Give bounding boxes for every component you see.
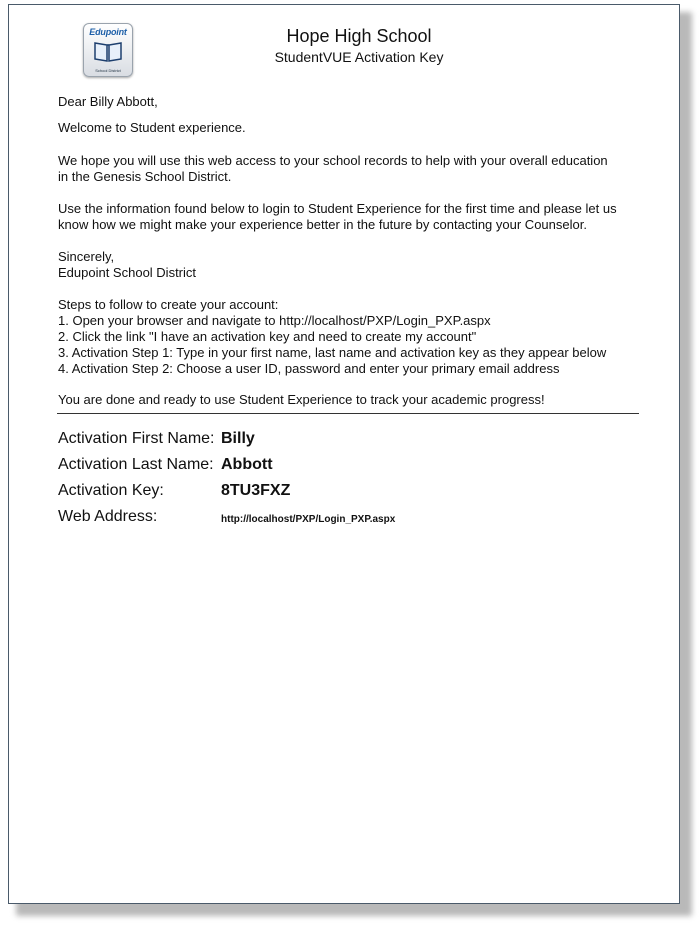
last-name-value: Abbott	[221, 456, 273, 473]
first-name-value: Billy	[221, 430, 255, 447]
first-name-label: Activation First Name:	[58, 430, 215, 447]
step-1: 1. Open your browser and navigate to http://localhost/PXP/Login_PXP.aspx	[58, 313, 491, 328]
step-3: 3. Activation Step 1: Type in your first name, last name and activation key as they appear below	[58, 345, 607, 360]
divider	[57, 413, 639, 414]
signature: Edupoint School District	[58, 265, 197, 280]
step-4: 4. Activation Step 2: Choose a user ID, password and enter your primary email address	[58, 361, 560, 376]
logo-brand-text: Edupoint	[89, 27, 127, 37]
done-text: You are done and ready to use Student Experience to track your academic progress!	[58, 392, 545, 407]
welcome-text: Welcome to Student experience.	[58, 120, 246, 135]
salutation: Dear Billy Abbott,	[58, 94, 158, 109]
activation-key-label: Activation Key:	[58, 482, 164, 499]
document-subtitle: StudentVUE Activation Key	[274, 49, 444, 65]
school-title: Hope High School	[286, 26, 432, 46]
web-address-value: http://localhost/PXP/Login_PXP.aspx	[221, 514, 396, 525]
edupoint-logo	[83, 23, 133, 77]
activation-key-value: 8TU3FXZ	[221, 482, 291, 499]
letter-body	[58, 94, 648, 408]
steps-intro: Steps to follow to create your account:	[58, 297, 279, 312]
hope-text-line-2: in the Genesis School District.	[58, 169, 232, 184]
info-text-line-2: know how we might make your experience better in the future by contacting your Counselor.	[58, 217, 587, 232]
logo-subtext: School District	[95, 68, 121, 73]
hope-text-line-1: We hope you will use this web access to your school records to help with your overall education	[58, 153, 608, 168]
book-icon	[94, 40, 122, 62]
step-2: 2. Click the link "I have an activation key and need to create my account"	[58, 329, 477, 344]
last-name-label: Activation Last Name:	[58, 456, 214, 473]
web-address-label: Web Address:	[58, 508, 158, 525]
info-text-line-1: Use the information found below to login to Student Experience for the first time and please let us	[58, 201, 617, 216]
document-page	[8, 4, 680, 904]
closing: Sincerely,	[58, 249, 115, 264]
